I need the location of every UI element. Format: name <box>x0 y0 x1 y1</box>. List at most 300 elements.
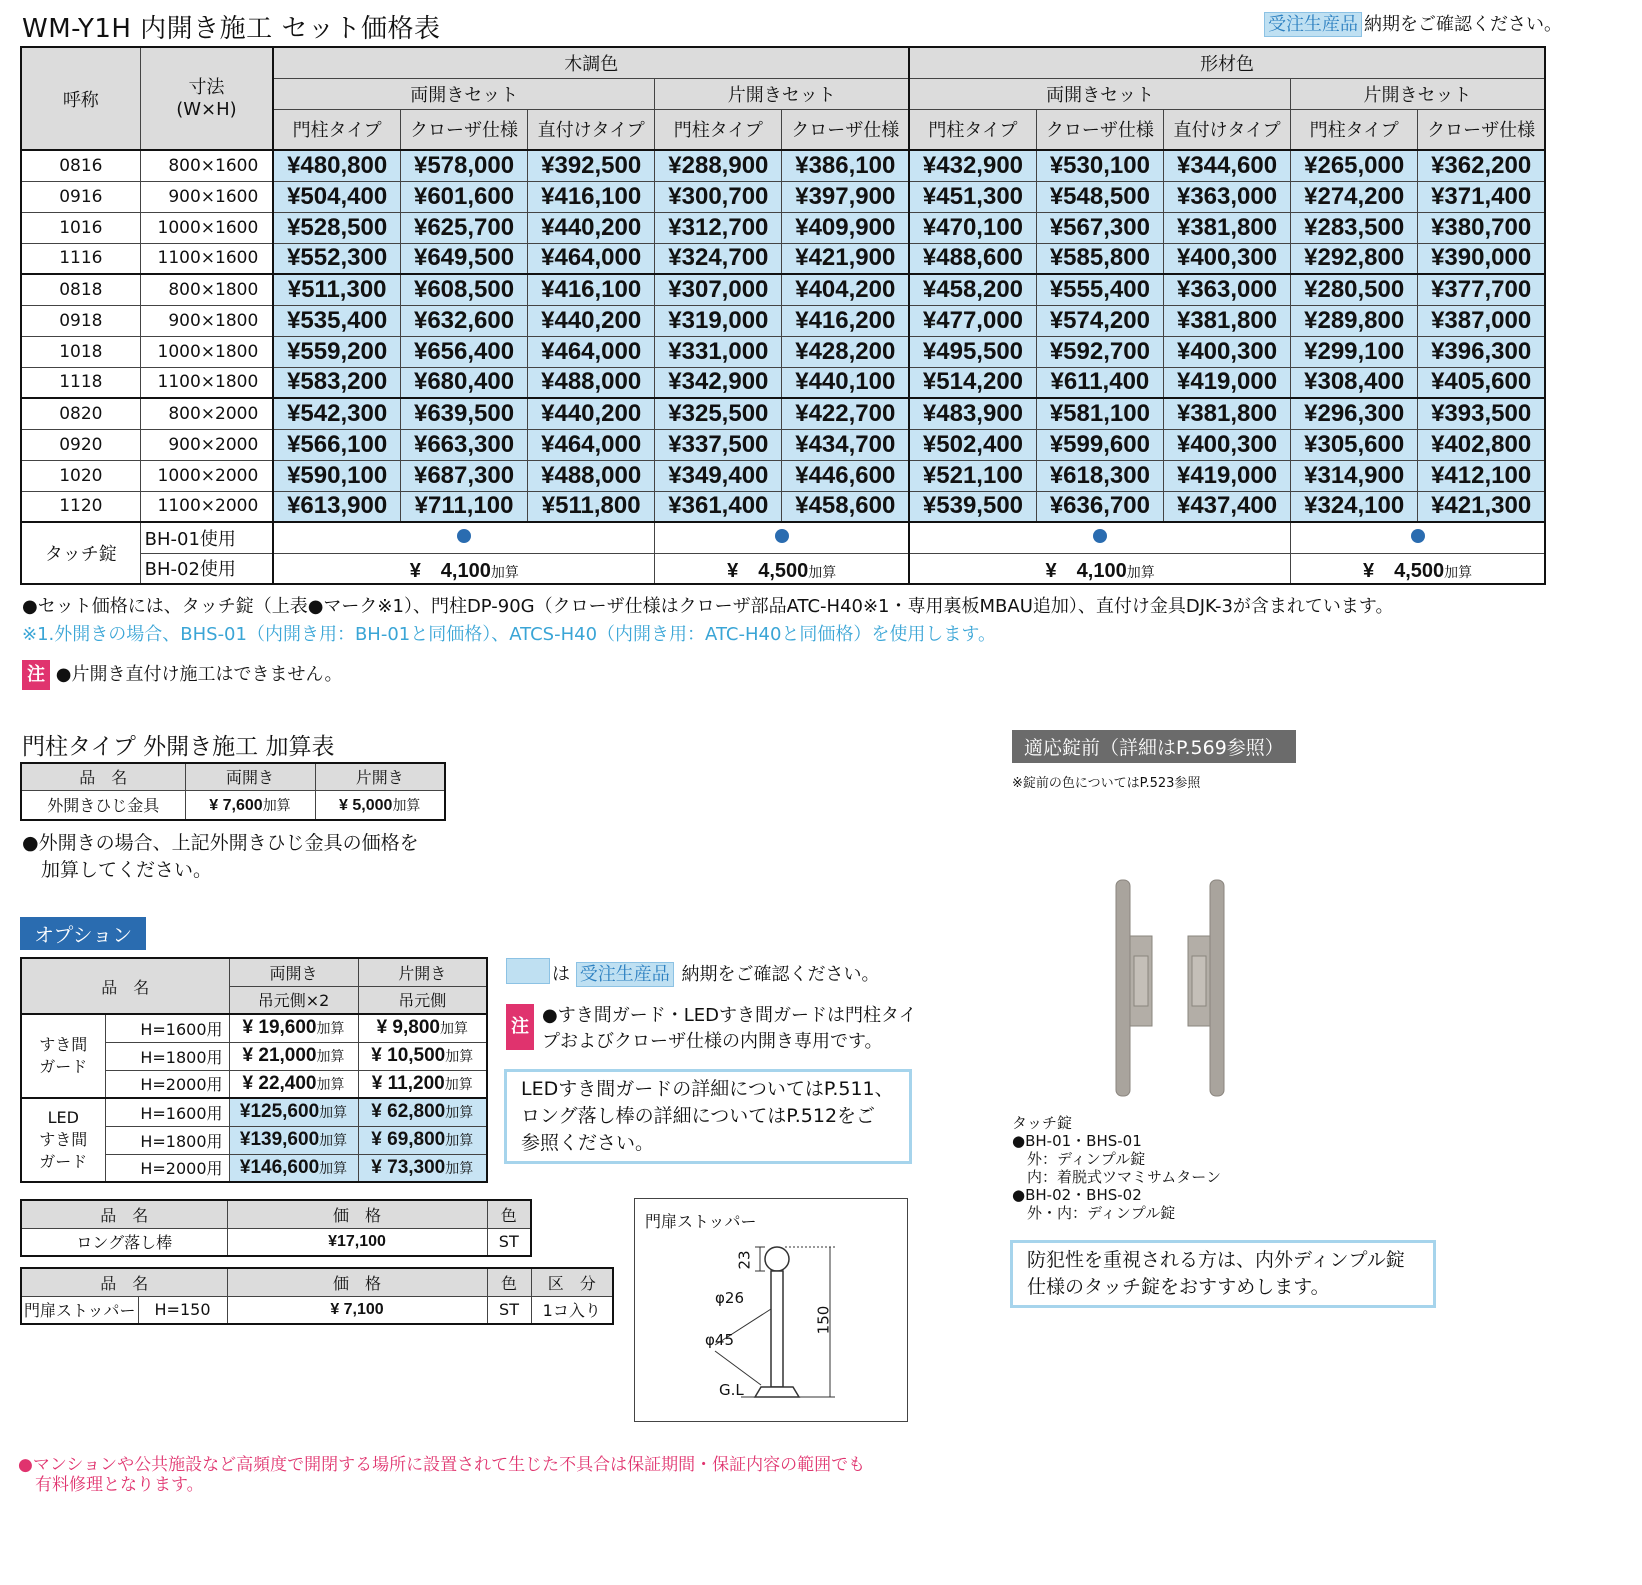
price-cell: ¥608,500 <box>400 274 527 305</box>
option-row <box>21 1098 487 1126</box>
row-name: 0820 <box>21 398 140 429</box>
dim-26: φ26 <box>715 1289 744 1307</box>
price-cell: ¥464,000 <box>528 243 655 274</box>
bottom-note: ●マンションや公共施設など高頻度で開閉する場所に設置されて生じた不具合は保証期間・保証内容の範囲でも 有料修理となります。 <box>18 1455 866 1495</box>
price-cell: ¥687,300 <box>400 460 527 491</box>
option-label: オプション <box>20 917 146 950</box>
price-cell: ¥405,600 <box>1418 367 1545 398</box>
header-jika: 直付けタイプ <box>1163 109 1290 150</box>
lock-desc-line: 外：ディンプル錠 <box>1012 1150 1146 1168</box>
price-cell: ¥711,100 <box>400 491 527 522</box>
note-footnote: ※1.外開きの場合、BHS-01（内開き用：BH-01と同価格）、ATCS-H40（内開き用：ATC-H40と同価格）を使用します。 <box>22 624 996 645</box>
price-cell: ¥440,200 <box>528 398 655 429</box>
long-item: ロング落し棒 <box>21 1228 227 1256</box>
row-size: 800×1600 <box>140 150 273 181</box>
price-cell: ¥349,400 <box>655 460 782 491</box>
kasan-label: 加算 <box>445 1104 474 1121</box>
lock-desc-line: ●BH-02・BHS-02 <box>1012 1186 1142 1204</box>
price-cell: ¥599,600 <box>1036 429 1163 460</box>
price-cell: ¥581,100 <box>1036 398 1163 429</box>
price-cell: ¥458,600 <box>782 491 909 522</box>
long-h-price: 価 格 <box>227 1200 487 1228</box>
price-cell: ¥567,300 <box>1036 212 1163 243</box>
price-cell: ¥363,000 <box>1163 181 1290 212</box>
price-cell: ¥344,600 <box>1163 150 1290 181</box>
price-cell: ¥528,500 <box>273 212 400 243</box>
soto-kata <box>315 790 445 820</box>
stopper-drawing <box>635 1199 907 1421</box>
note-set-contents: ●セット価格には、タッチ錠（上表●マーク※1）、門柱DP-90G（クローザ仕様はクローザ部品ATC-H40※1・専用裏板MBAU追加）、直付け金具DJK-3が含まれています。 <box>22 596 1394 617</box>
price-cell: ¥363,000 <box>1163 274 1290 305</box>
legend-wa: は <box>552 964 570 985</box>
kasan-label: 加算 <box>445 1159 474 1176</box>
kasan-label: 加算 <box>262 796 291 813</box>
lock-desc-line: ●BH-01・BHS-01 <box>1012 1132 1142 1150</box>
price-cell: ¥464,000 <box>528 336 655 367</box>
price-cell: ¥381,800 <box>1163 305 1290 336</box>
bh01-label: BH-01使用 <box>140 522 273 553</box>
price-cell: ¥592,700 <box>1036 336 1163 367</box>
soto-h-item: 品 名 <box>21 763 185 790</box>
price-cell: ¥511,300 <box>273 274 400 305</box>
option-price <box>229 1070 358 1098</box>
soto-table <box>20 762 446 821</box>
legend-swatch <box>506 958 550 984</box>
price-cell: ¥409,900 <box>782 212 909 243</box>
row-name: 0816 <box>21 150 140 181</box>
price-cell: ¥361,400 <box>655 491 782 522</box>
made-to-order-badge: 受注生産品 <box>1264 12 1362 37</box>
lock-color-note: ※錠前の色についてはP.523参照 <box>1012 776 1201 791</box>
lock-section-title: 適応錠前（詳細はP.569参照） <box>1012 730 1296 763</box>
header-monchu: 門柱タイプ <box>1291 109 1418 150</box>
price-cell: ¥458,200 <box>909 274 1036 305</box>
caution-mark: 注 <box>506 1004 534 1050</box>
row-size: 900×1800 <box>140 305 273 336</box>
price-cell: ¥387,000 <box>1418 305 1545 336</box>
price-cell: ¥392,500 <box>528 150 655 181</box>
price-cell: ¥566,100 <box>273 429 400 460</box>
row-size: 1000×2000 <box>140 460 273 491</box>
option-price <box>358 1098 487 1126</box>
long-color: ST <box>487 1228 531 1256</box>
row-size: 1000×1800 <box>140 336 273 367</box>
price-cell: ¥488,000 <box>528 367 655 398</box>
price-cell: ¥440,200 <box>528 305 655 336</box>
price-cell: ¥428,200 <box>782 336 909 367</box>
price-cell: ¥296,300 <box>1291 398 1418 429</box>
price-cell: ¥305,600 <box>1291 429 1418 460</box>
kasan-label: 加算 <box>392 796 421 813</box>
top-note <box>1264 10 1562 36</box>
lock-desc-title: タッチ錠 <box>1012 1114 1073 1132</box>
kasan-label: 加算 <box>444 1075 473 1092</box>
price-cell: ¥434,700 <box>782 429 909 460</box>
add-value: ¥146,600 <box>239 1156 320 1178</box>
price-cell: ¥331,000 <box>655 336 782 367</box>
option-price <box>229 1042 358 1070</box>
price-cell: ¥539,500 <box>909 491 1036 522</box>
price-cell: ¥636,700 <box>1036 491 1163 522</box>
legend-text <box>552 960 879 986</box>
add-value: ¥ 4,100 <box>1045 559 1127 582</box>
stop-price: ¥ 7,100 <box>227 1296 487 1324</box>
row-size: 900×1600 <box>140 181 273 212</box>
stop-kubun: 1コ入り <box>531 1296 613 1324</box>
price-cell: ¥381,800 <box>1163 398 1290 429</box>
price-cell: ¥590,100 <box>273 460 400 491</box>
row-name: 1118 <box>21 367 140 398</box>
price-cell: ¥495,500 <box>909 336 1036 367</box>
option-table <box>20 957 488 1183</box>
price-cell: ¥337,500 <box>655 429 782 460</box>
price-cell: ¥559,200 <box>273 336 400 367</box>
header-monchu: 門柱タイプ <box>655 109 782 150</box>
stopper-figure <box>634 1198 908 1422</box>
header-kata: 片開きセット <box>655 78 909 109</box>
price-cell: ¥440,100 <box>782 367 909 398</box>
kasan-label: 加算 <box>490 563 519 580</box>
dim-23: 23 <box>735 1250 754 1270</box>
soto-h-ryo: 両開き <box>185 763 315 790</box>
row-size: 1100×2000 <box>140 491 273 522</box>
price-cell: ¥483,900 <box>909 398 1036 429</box>
page-title: WM-Y1H 内開き施工 セット価格表 <box>22 14 441 44</box>
add-value: ¥ 4,500 <box>727 559 809 582</box>
price-cell: ¥464,000 <box>528 429 655 460</box>
add-value: ¥ 73,300 <box>371 1156 446 1178</box>
price-cell: ¥625,700 <box>400 212 527 243</box>
add-value: ¥ 21,000 <box>242 1045 317 1066</box>
long-h-color: 色 <box>487 1200 531 1228</box>
option-price <box>358 1126 487 1154</box>
price-cell: ¥504,400 <box>273 181 400 212</box>
header-kata: 片開きセット <box>1291 78 1545 109</box>
bh01-mark <box>1291 522 1545 553</box>
caution-mark: 注 <box>22 660 50 690</box>
price-cell: ¥601,600 <box>400 181 527 212</box>
kasan-label: 加算 <box>316 1020 345 1037</box>
price-cell: ¥400,300 <box>1163 429 1290 460</box>
bh02-add-kata <box>655 553 909 584</box>
price-cell: ¥416,100 <box>528 181 655 212</box>
header-closer: クローザ仕様 <box>1418 109 1545 150</box>
price-cell: ¥521,100 <box>909 460 1036 491</box>
price-cell: ¥437,400 <box>1163 491 1290 522</box>
price-cell: ¥514,200 <box>909 367 1036 398</box>
price-cell: ¥530,100 <box>1036 150 1163 181</box>
bh02-add-ryo <box>273 553 654 584</box>
row-name: 0920 <box>21 429 140 460</box>
row-name: 1018 <box>21 336 140 367</box>
add-value: ¥125,600 <box>239 1101 320 1123</box>
price-cell: ¥381,800 <box>1163 212 1290 243</box>
price-cell: ¥421,300 <box>1418 491 1545 522</box>
row-size: 900×2000 <box>140 429 273 460</box>
dot-mark <box>1093 529 1107 543</box>
option-rows <box>21 1014 487 1182</box>
price-cell: ¥319,000 <box>655 305 782 336</box>
long-h-item: 品 名 <box>21 1200 227 1228</box>
add-value: ¥ 7,600 <box>209 796 263 814</box>
add-value: ¥ 4,100 <box>409 559 491 582</box>
stop-height: H=150 <box>138 1296 227 1324</box>
price-cell: ¥639,500 <box>400 398 527 429</box>
add-value: ¥ 11,200 <box>371 1072 445 1094</box>
price-cell: ¥680,400 <box>400 367 527 398</box>
price-cell: ¥362,200 <box>1418 150 1545 181</box>
option-height: H=1800用 <box>105 1126 229 1154</box>
add-value: ¥ 62,800 <box>371 1101 446 1123</box>
price-table <box>20 46 1546 585</box>
price-cell: ¥390,000 <box>1418 243 1545 274</box>
option-price <box>229 1126 358 1154</box>
dot-mark <box>1411 529 1425 543</box>
price-cell: ¥402,800 <box>1418 429 1545 460</box>
row-size: 1100×1800 <box>140 367 273 398</box>
kasan-label: 加算 <box>319 1104 348 1121</box>
add-value: ¥ 22,400 <box>242 1072 317 1094</box>
price-cell: ¥548,500 <box>1036 181 1163 212</box>
price-row <box>21 336 1545 367</box>
soto-item: 外開きひじ金具 <box>21 790 185 820</box>
row-size: 800×1800 <box>140 274 273 305</box>
warn-mark-wrap <box>506 1004 534 1050</box>
price-cell: ¥488,600 <box>909 243 1036 274</box>
kasan-label: 加算 <box>316 1075 345 1092</box>
recommend-box: 防犯性を重視される方は、内外ディンプル錠 仕様のタッチ錠をおすすめします。 <box>1010 1240 1436 1308</box>
bh02-add-kata <box>1291 553 1545 584</box>
option-price <box>229 1098 358 1126</box>
price-cell: ¥583,200 <box>273 367 400 398</box>
stop-h-kubun: 区 分 <box>531 1268 613 1296</box>
long-bar-table <box>20 1199 532 1257</box>
header-size: 寸法 (W×H) <box>140 47 273 150</box>
price-row <box>21 274 1545 305</box>
soto-ryo <box>185 790 315 820</box>
price-cell: ¥555,400 <box>1036 274 1163 305</box>
header-alum: 形材色 <box>909 47 1545 78</box>
price-cell: ¥324,100 <box>1291 491 1418 522</box>
bh01-mark <box>273 522 654 553</box>
header-ryo: 両開きセット <box>909 78 1290 109</box>
header-monchu: 門柱タイプ <box>909 109 1036 150</box>
price-cell: ¥432,900 <box>909 150 1036 181</box>
opt-h-kata: 片開き <box>358 958 487 986</box>
kasan-label: 加算 <box>316 1048 345 1064</box>
opt-h-item: 品 名 <box>21 958 229 1014</box>
kasan-label: 加算 <box>319 1132 348 1148</box>
soto-h-kata: 片開き <box>315 763 445 790</box>
price-cell: ¥502,400 <box>909 429 1036 460</box>
add-value: ¥ 9,800 <box>376 1017 440 1039</box>
row-name: 0818 <box>21 274 140 305</box>
row-size: 1100×1600 <box>140 243 273 274</box>
price-cell: ¥649,500 <box>400 243 527 274</box>
dot-mark <box>457 529 471 543</box>
price-cell: ¥611,400 <box>1036 367 1163 398</box>
legend-note: 納期をご確認ください。 <box>681 964 880 985</box>
row-name: 1116 <box>21 243 140 274</box>
header-monchu: 門柱タイプ <box>273 109 400 150</box>
price-rows <box>21 150 1545 522</box>
price-cell: ¥613,900 <box>273 491 400 522</box>
price-row <box>21 305 1545 336</box>
price-cell: ¥386,100 <box>782 150 909 181</box>
option-price <box>358 1070 487 1098</box>
price-row <box>21 398 1545 429</box>
option-price <box>358 1042 487 1070</box>
made-to-order-badge: 受注生産品 <box>576 962 674 987</box>
stop-h-price: 価 格 <box>227 1268 487 1296</box>
row-size: 800×2000 <box>140 398 273 429</box>
add-value: ¥ 10,500 <box>371 1045 446 1066</box>
price-cell: ¥511,800 <box>528 491 655 522</box>
dim-150: 150 <box>814 1305 833 1335</box>
kasan-label: 加算 <box>439 1020 468 1037</box>
caution-text: ●片開き直付け施工はできません。 <box>55 664 343 685</box>
stop-item: 門扉ストッパー <box>21 1296 138 1324</box>
bh02-add-ryo <box>909 553 1290 584</box>
lock-desc-line: 内：着脱式ツマミサムターン <box>1012 1168 1221 1186</box>
stopper-table <box>20 1267 614 1325</box>
price-cell: ¥404,200 <box>782 274 909 305</box>
price-cell: ¥312,700 <box>655 212 782 243</box>
lock-desc-line: 外・内：ディンプル錠 <box>1012 1204 1176 1222</box>
price-row <box>21 491 1545 522</box>
opt-h-kata-sub: 吊元側 <box>358 986 487 1014</box>
price-cell: ¥416,200 <box>782 305 909 336</box>
price-cell: ¥578,000 <box>400 150 527 181</box>
touch-lock-label: タッチ錠 <box>21 522 140 584</box>
price-cell: ¥440,200 <box>528 212 655 243</box>
price-cell: ¥265,000 <box>1291 150 1418 181</box>
price-cell: ¥325,500 <box>655 398 782 429</box>
price-cell: ¥400,300 <box>1163 336 1290 367</box>
price-row <box>21 460 1545 491</box>
option-height: H=2000用 <box>105 1154 229 1182</box>
price-cell: ¥397,900 <box>782 181 909 212</box>
option-row <box>21 1014 487 1042</box>
option-height: H=1600用 <box>105 1098 229 1126</box>
header-name: 呼称 <box>21 47 140 150</box>
kasan-label: 加算 <box>1126 563 1155 580</box>
bh02-label: BH-02使用 <box>140 553 273 584</box>
price-cell: ¥656,400 <box>400 336 527 367</box>
stopper-fig-title: 門扉ストッパー <box>645 1212 757 1231</box>
add-value: ¥139,600 <box>239 1129 320 1150</box>
add-value: ¥ 19,600 <box>242 1017 317 1039</box>
stop-h-color: 色 <box>487 1268 531 1296</box>
option-group-label: LED すき間 ガード <box>21 1098 105 1182</box>
price-row <box>21 181 1545 212</box>
price-cell: ¥416,100 <box>528 274 655 305</box>
price-cell: ¥421,900 <box>782 243 909 274</box>
price-cell: ¥663,300 <box>400 429 527 460</box>
price-cell: ¥274,200 <box>1291 181 1418 212</box>
header-wood: 木調色 <box>273 47 909 78</box>
price-cell: ¥446,600 <box>782 460 909 491</box>
row-name: 0918 <box>21 305 140 336</box>
price-cell: ¥396,300 <box>1418 336 1545 367</box>
add-value: ¥ 5,000 <box>339 796 393 814</box>
header-closer: クローザ仕様 <box>1036 109 1163 150</box>
add-value: ¥ 4,500 <box>1362 559 1445 582</box>
row-name: 1120 <box>21 491 140 522</box>
price-cell: ¥371,400 <box>1418 181 1545 212</box>
price-cell: ¥308,400 <box>1291 367 1418 398</box>
stop-color: ST <box>487 1296 531 1324</box>
kasan-label: 加算 <box>1444 563 1473 580</box>
row-name: 1016 <box>21 212 140 243</box>
soto-note: ●外開きの場合、上記外開きひじ金具の価格を 加算してください。 <box>22 832 419 881</box>
price-cell: ¥377,700 <box>1418 274 1545 305</box>
price-cell: ¥380,700 <box>1418 212 1545 243</box>
kasan-label: 加算 <box>319 1159 348 1176</box>
header-closer: クローザ仕様 <box>782 109 909 150</box>
price-cell: ¥283,500 <box>1291 212 1418 243</box>
price-cell: ¥299,100 <box>1291 336 1418 367</box>
price-cell: ¥477,000 <box>909 305 1036 336</box>
price-cell: ¥480,800 <box>273 150 400 181</box>
top-note-text: 納期をご確認ください。 <box>1364 14 1562 35</box>
price-cell: ¥289,800 <box>1291 305 1418 336</box>
price-row <box>21 429 1545 460</box>
touch-lock-image <box>1100 876 1240 1098</box>
bh01-mark <box>909 522 1290 553</box>
price-cell: ¥618,300 <box>1036 460 1163 491</box>
price-cell: ¥470,100 <box>909 212 1036 243</box>
option-height: H=1600用 <box>105 1014 229 1042</box>
kasan-label: 加算 <box>808 563 837 580</box>
price-row <box>21 150 1545 181</box>
soto-title: 門柱タイプ 外開き施工 加算表 <box>22 734 335 760</box>
note-caution <box>22 660 343 690</box>
kasan-label: 加算 <box>445 1048 474 1064</box>
price-cell: ¥400,300 <box>1163 243 1290 274</box>
dot-mark <box>775 529 789 543</box>
option-price <box>358 1154 487 1182</box>
header-jika: 直付けタイプ <box>528 109 655 150</box>
option-price <box>358 1014 487 1042</box>
price-cell: ¥280,500 <box>1291 274 1418 305</box>
warn-text: ●すき間ガード・LEDすき間ガードは門柱タイ プおよびクローザ仕様の内開き専用です。 <box>542 1005 917 1052</box>
price-row <box>21 212 1545 243</box>
info-box: LEDすき間ガードの詳細についてはP.511、 ロング落し棒の詳細についてはP.512をご 参照ください。 <box>504 1069 912 1164</box>
row-name: 1020 <box>21 460 140 491</box>
price-cell: ¥535,400 <box>273 305 400 336</box>
option-price <box>229 1154 358 1182</box>
row-name: 0916 <box>21 181 140 212</box>
header-ryo: 両開きセット <box>273 78 654 109</box>
lock-desc <box>1012 1114 1221 1222</box>
opt-h-ryo: 両開き <box>229 958 358 986</box>
price-cell: ¥422,700 <box>782 398 909 429</box>
price-cell: ¥419,000 <box>1163 367 1290 398</box>
price-row <box>21 367 1545 398</box>
price-cell: ¥412,100 <box>1418 460 1545 491</box>
long-price: ¥17,100 <box>227 1228 487 1256</box>
price-cell: ¥585,800 <box>1036 243 1163 274</box>
dim-gl: G.L <box>719 1381 744 1399</box>
price-cell: ¥574,200 <box>1036 305 1163 336</box>
header-closer: クローザ仕様 <box>400 109 527 150</box>
price-cell: ¥451,300 <box>909 181 1036 212</box>
bh01-mark <box>655 522 909 553</box>
price-cell: ¥307,000 <box>655 274 782 305</box>
price-cell: ¥342,900 <box>655 367 782 398</box>
price-cell: ¥542,300 <box>273 398 400 429</box>
